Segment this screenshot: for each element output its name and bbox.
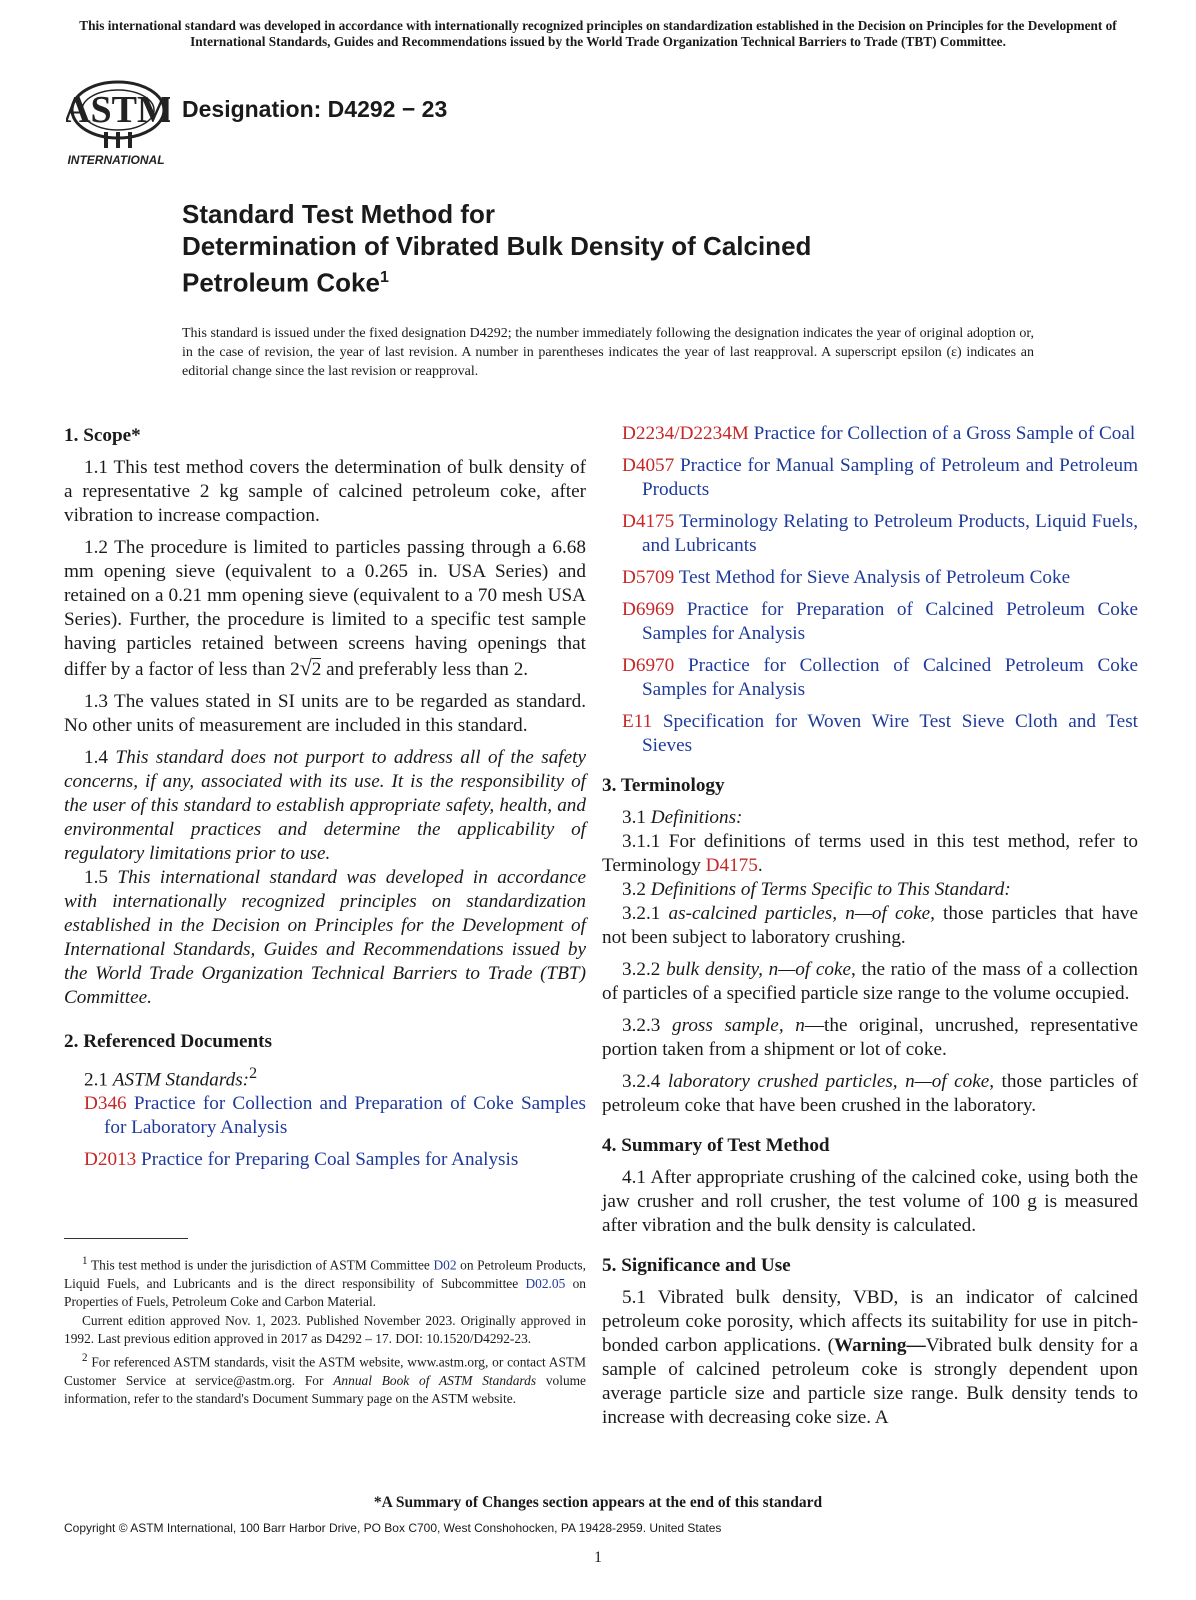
paragraph-1-5 — [64, 866, 586, 1010]
international-notice: This international standard was developed in accordance with internationally recognized principles on standardization established in the Decision on Principles for the Development of International Standards, Guides and Recommendations issued by the World Trade Organization Technical Barriers to Trade (TBT) Committee. — [79, 18, 1117, 49]
reference-title[interactable]: Practice for Collection and Preparation of Coke Samples for Laboratory Analysis — [104, 1093, 586, 1139]
footnote-2-mark: 2 — [82, 1351, 88, 1364]
title-line-3-text: Petroleum Coke — [182, 267, 380, 298]
paragraph-5-1-tail: Vibrated bulk density for a sample of calcined petroleum coke is strongly dependent upon average particle size and particle size range. Bulk density tends to increase with decreasing coke size. A — [602, 1335, 1139, 1428]
astm-logo-icon — [66, 72, 170, 168]
paragraph-3-1-1-tail: . — [757, 855, 763, 876]
paragraph-3-2-4 — [602, 1070, 1138, 1118]
issue-note: This standard is issued under the fixed designation D4292; the number immediately following the designation indicates the year of original adoption or, in the case of revision, the year of last revision. A number in parentheses indicates the year of last reapproval. A superscript epsilon (ε) indicates an editorial change since the last revision or reapproval. — [182, 326, 1034, 379]
term-bulk-density: bulk density, n—of coke — [666, 959, 852, 980]
paragraph-3-2-3-number: 3.2.3 — [622, 1015, 672, 1036]
warning-label: Warning— — [834, 1335, 926, 1356]
paragraph-2-1 — [64, 1062, 586, 1092]
reference-code[interactable]: D5709 — [622, 567, 675, 588]
paragraph-2-1-number: 2.1 — [84, 1069, 113, 1091]
footnote-1-mark: 1 — [82, 1255, 88, 1267]
paragraph-1-4-number: 1.4 — [84, 747, 116, 768]
logo-text: ASTM — [66, 89, 170, 131]
footnote-1 — [64, 1252, 586, 1312]
paragraph-3-2-1-number: 3.2.1 — [622, 903, 669, 924]
paragraph-5-1-text: 5.1 Vibrated bulk density, VBD, is an indicator of calcined petroleum coke porosity, which affects its suitability for use in pitch-bonded carbon applications. ( — [602, 1287, 1138, 1356]
term-as-calcined: as-calcined particles, n—of coke, — [668, 903, 935, 924]
sqrt-radicand: 2 — [311, 659, 322, 680]
logo-subtext: INTERNATIONAL — [67, 153, 165, 167]
paragraph-3-1-text: Definitions: — [650, 807, 743, 828]
reference-item[interactable] — [622, 654, 1138, 702]
paragraph-3-2-4-number: 3.2.4 — [622, 1071, 668, 1092]
title-line-1: Standard Test Method for — [182, 199, 495, 229]
paragraph-3-2-4-text: , those particles of petroleum coke that have been crushed in the laboratory. — [602, 1071, 1138, 1116]
paragraph-3-2-number: 3.2 — [622, 879, 651, 900]
footnote-1-edition: Current edition approved Nov. 1, 2023. Published November 2023. Originally approved in 1992. Last previous edition approved in 2017 as D4292 – 17. DOI: 10.1520/D4292-23. — [64, 1312, 586, 1347]
paragraph-3-2-2-number: 3.2.2 — [622, 959, 667, 980]
paragraph-5-1 — [602, 1286, 1138, 1430]
footnote-2-text: For referenced ASTM standards, visit the ASTM website, www.astm.org, or contact ASTM Customer Service at service@astm.org. For — [64, 1354, 586, 1388]
reference-code[interactable]: D4175 — [622, 511, 675, 532]
reference-title[interactable]: Practice for Preparing Coal Samples for Analysis — [141, 1149, 519, 1171]
reference-code[interactable]: E11 — [622, 711, 653, 732]
paragraph-1-1: 1.1 This test method covers the determination of bulk density of a representative 2 kg sample of calcined petroleum coke, after vibration to increase compaction. — [64, 457, 586, 526]
footnote-1-text: This test method is under the jurisdiction of ASTM Committee — [87, 1257, 434, 1273]
reference-title[interactable]: Practice for Preparation of Calcined Petroleum Coke Samples for Analysis — [642, 599, 1138, 644]
title-footnote-mark: 1 — [379, 269, 389, 286]
document-title — [182, 198, 982, 299]
reference-code[interactable]: D2234/D2234M — [622, 423, 749, 444]
reference-title[interactable]: Practice for Collection of a Gross Sample of Coal — [753, 423, 1136, 444]
reference-title[interactable]: Terminology Relating to Petroleum Products, Liquid Fuels, and Lubricants — [642, 511, 1138, 556]
paragraph-3-2-2 — [602, 958, 1138, 1006]
title-line-3 — [182, 262, 982, 299]
title-line-2: Determination of Vibrated Bulk Density of Calcined — [182, 231, 812, 261]
paragraph-1-2 — [64, 536, 586, 682]
terminology-body — [602, 806, 1138, 1430]
reference-item[interactable] — [622, 510, 1138, 558]
footnote-2-italic: Annual Book of ASTM Standards — [333, 1372, 537, 1388]
paragraph-1-3: 1.3 The values stated in SI units are to be regarded as standard. No other units of measurement are included in this standard. — [64, 691, 586, 736]
paragraph-2-1-text: ASTM Standards: — [112, 1069, 250, 1091]
left-column — [64, 424, 586, 1180]
reference-item[interactable] — [84, 1148, 586, 1172]
footnote-mark-2: 2 — [249, 1065, 258, 1082]
astm-logo — [66, 72, 170, 168]
reference-item[interactable] — [622, 710, 1138, 758]
paragraph-3-2-text: Definitions of Terms Specific to This Standard: — [650, 879, 1011, 900]
footnotes — [64, 1252, 586, 1409]
footnote-divider — [64, 1238, 188, 1239]
paragraph-3-2 — [602, 878, 1138, 902]
term-gross-sample: gross sample, n — [671, 1015, 805, 1036]
paragraph-1-5-number: 1.5 — [84, 867, 118, 888]
paragraph-3-2-1-text: those particles that have not been subject to laboratory crushing. — [602, 903, 1139, 948]
paragraph-4-1: 4.1 After appropriate crushing of the calcined coke, using both the jaw crusher and roll crusher, the test volume of 100 g is measured after vibration and the bulk density is calculated. — [602, 1167, 1138, 1236]
right-column — [602, 422, 1139, 1438]
reference-item[interactable] — [84, 1092, 586, 1140]
reference-item[interactable] — [622, 566, 1138, 590]
reference-title[interactable]: Practice for Collection of Calcined Petroleum Coke Samples for Analysis — [642, 655, 1138, 700]
reference-title[interactable]: Specification for Woven Wire Test Sieve Cloth and Test Sieves — [642, 711, 1138, 756]
subcommittee-link[interactable]: D02.05 — [525, 1275, 566, 1291]
section-heading-summary: 4. Summary of Test Method — [602, 1135, 830, 1156]
reference-code[interactable]: D4057 — [622, 455, 675, 476]
footnote-2 — [64, 1349, 586, 1409]
section-heading-terminology: 3. Terminology — [602, 775, 725, 796]
copyright: Copyright © ASTM International, 100 Barr Harbor Drive, PO Box C700, West Conshohocken, PA 19428-2959. United States — [64, 1521, 722, 1535]
paragraph-3-2-2-text: , the ratio of the mass of a collection of particles of a specified particle size range to the volume occupied. — [602, 959, 1138, 1004]
paragraph-1-5-text: This international standard was developed in accordance with internationally recognized principles on standardization established in the Decision on Principles for the Development of International Standards, Guides and Recommendations issued by the World Trade Organization Technical Barriers to Trade (TBT) Committee. — [64, 867, 586, 1008]
paragraph-1-2-text: 1.2 The procedure is limited to particles passing through a 6.68 mm opening sieve (equivalent to a 0.265 in. USA Series) and retained on a 0.21 mm opening sieve (equivalent to a 70 mesh USA Series). Further, the procedure is limited to a specific test sample having particles retained between screens having openings that differ by a factor of less than 2 — [64, 537, 586, 680]
reference-code[interactable]: D6970 — [622, 655, 675, 676]
sqrt-symbol: √ — [299, 655, 312, 680]
paragraph-3-1-1 — [602, 830, 1138, 878]
paragraph-1-2-tail: and preferably less than 2. — [321, 659, 529, 680]
footnote-1-text-2: on Petroleum Products, Liquid Fuels, and Lubricants and is the direct responsibility of Subcommittee — [64, 1257, 586, 1291]
committee-link[interactable]: D02 — [433, 1257, 457, 1273]
paragraph-1-4-text: This standard does not purport to address all of the safety concerns, if any, associated with its use. It is the responsibility of the user of this standard to establish appropriate safety, health, and environmental practices and determine the applicability of regulatory limitations prior to use. — [64, 747, 586, 864]
term-laboratory-crushed: laboratory crushed particles, n—of coke — [667, 1071, 990, 1092]
designation: Designation: D4292 − 23 — [182, 96, 448, 122]
reference-code[interactable]: D2013 — [84, 1149, 137, 1171]
reference-title[interactable]: Test Method for Sieve Analysis of Petroleum Coke — [678, 567, 1071, 588]
page-number: 1 — [594, 1549, 602, 1566]
footnote-1-text-3: on Properties of Fuels, Petroleum Coke and Carbon Material. — [64, 1275, 586, 1310]
terminology-link[interactable]: D4175 — [705, 855, 758, 876]
footnote-2-tail: volume information, refer to the standard's Document Summary page on the ASTM website. — [64, 1372, 586, 1407]
paragraph-3-2-1 — [602, 902, 1138, 950]
reference-item[interactable] — [622, 454, 1138, 502]
reference-item[interactable] — [622, 598, 1138, 646]
paragraph-3-2-3-text: —the original, uncrushed, representative portion taken from a shipment or lot of coke. — [602, 1015, 1139, 1060]
summary-of-changes-note: *A Summary of Changes section appears at the end of this standard — [373, 1494, 823, 1511]
section-heading-referenced: 2. Referenced Documents — [64, 1031, 272, 1052]
paragraph-3-1-number: 3.1 — [622, 807, 651, 828]
paragraph-3-1-1-text: 3.1.1 For definitions of terms used in this test method, refer to Terminology — [602, 831, 1138, 876]
paragraph-3-2-3 — [602, 1014, 1138, 1062]
reference-code[interactable]: D346 — [84, 1093, 127, 1115]
reference-title[interactable]: Practice for Manual Sampling of Petroleum and Petroleum Products — [642, 455, 1139, 500]
section-heading-scope: 1. Scope* — [64, 425, 141, 446]
paragraph-1-4 — [64, 746, 586, 866]
reference-code[interactable]: D6969 — [622, 599, 675, 620]
section-heading-significance: 5. Significance and Use — [602, 1255, 791, 1276]
reference-item[interactable] — [622, 422, 1138, 446]
paragraph-3-1 — [602, 806, 1138, 830]
